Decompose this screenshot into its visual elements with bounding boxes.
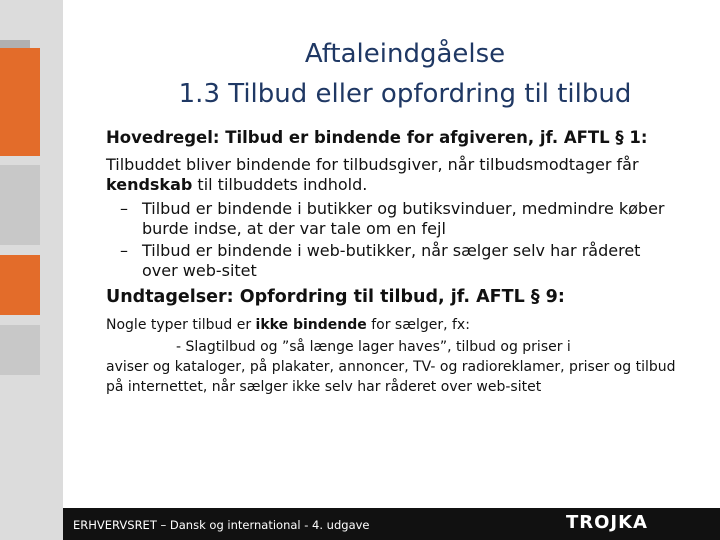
exceptions-intro-2: for sælger, fx: bbox=[366, 317, 470, 333]
main-rule-text-1: Tilbuddet bliver bindende for tilbudsgiver, når tilbudsmodtager får bbox=[106, 155, 639, 174]
title-line-1: Aftaleindgåelse bbox=[304, 39, 506, 69]
exceptions-intro-1: Nogle typer tilbud er bbox=[106, 317, 256, 333]
main-rule-bold: kendskab bbox=[106, 175, 193, 194]
sidebar-block-light bbox=[0, 165, 40, 245]
bullet-item bbox=[106, 199, 681, 239]
sidebar-block-orange-2 bbox=[0, 255, 40, 315]
main-rule-heading: Hovedregel: Tilbud er bindende for afgiveren, jf. AFTL § 1: bbox=[106, 128, 648, 147]
exceptions-intro-bold: ikke bindende bbox=[255, 317, 367, 333]
main-rule-text-2: til tilbuddets indhold. bbox=[192, 175, 368, 194]
bullet-item bbox=[106, 241, 681, 281]
exceptions-intro bbox=[106, 315, 681, 335]
title-line-2: 1.3 Tilbud eller opfordring til tilbud bbox=[178, 79, 632, 109]
bullet-text: Tilbud er bindende i web-butikker, når sælger selv har råderet over web-sitet bbox=[142, 241, 641, 280]
footer-bar bbox=[63, 508, 720, 540]
exceptions-examples-rest: aviser og kataloger, på plakater, annoncer, TV- og radioreklamer, priser og tilbud på internettet, når sælger ikke selv har råderet over web-sitet bbox=[106, 359, 676, 395]
exceptions-heading: Undtagelser: Opfordring til tilbud, jf. AFTL § 9: bbox=[106, 287, 565, 307]
trojka-logo: TROJKA bbox=[565, 512, 648, 533]
exceptions-examples-first: - Slagtilbud og ”så længe lager haves”, tilbud og priser i bbox=[176, 339, 571, 355]
decorative-sidebar bbox=[0, 0, 63, 540]
slide-content bbox=[106, 128, 681, 397]
main-rule-paragraph bbox=[106, 155, 681, 195]
slide-title bbox=[90, 34, 720, 114]
dash-marker: – bbox=[120, 241, 128, 260]
dash-marker: – bbox=[120, 199, 128, 218]
bullet-text: Tilbud er bindende i butikker og butiksvinduer, medmindre køber burde indse, at der var tale om en fejl bbox=[142, 199, 665, 238]
footer-text: ERHVERVSRET – Dansk og international - 4. udgave bbox=[73, 518, 370, 532]
sidebar-block-light-2 bbox=[0, 325, 40, 375]
sidebar-block-orange bbox=[0, 48, 40, 156]
